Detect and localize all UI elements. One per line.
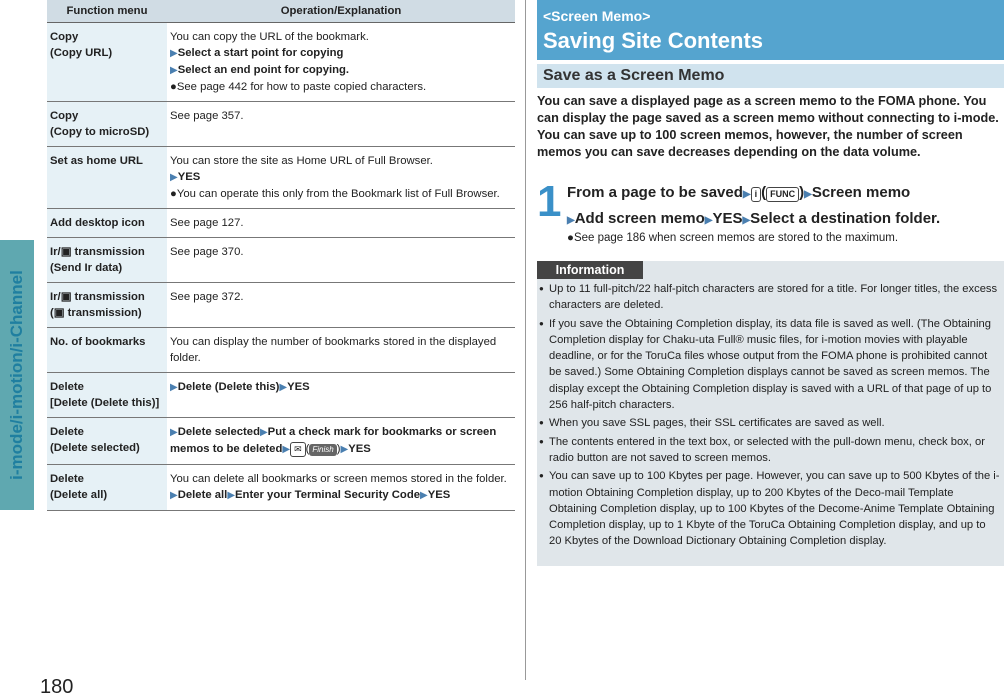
step-text: Delete selected — [177, 426, 260, 438]
infrared-icon: ▣ — [60, 246, 72, 258]
explanation: You can store the site as Home URL of Full Browser. — [170, 155, 433, 167]
arrow-icon: ▶ — [742, 189, 751, 200]
step-text: YES — [287, 381, 310, 393]
table-row: Set as home URL You can store the site as Home URL of Full Browser. ▶YES ●You can operate this only from the Bookmark list of Full Browser. — [47, 147, 515, 209]
explanation: See page 372. — [170, 291, 244, 303]
arrow-icon: ▶ — [170, 382, 178, 393]
function-name: (Delete selected) — [50, 442, 140, 454]
header-operation: Operation/Explanation — [167, 0, 515, 23]
step-text: From a page to be saved▶ i ( FUNC )▶Screen memo ▶Add screen memo▶YES▶Select a destination folder. — [567, 184, 941, 227]
function-name: Copy — [50, 31, 79, 43]
step-number: 1 — [537, 177, 562, 226]
function-name: (Copy to microSD) — [50, 126, 150, 138]
arrow-icon: ▶ — [227, 490, 236, 501]
step-text: Enter your Terminal Security Code — [235, 489, 420, 501]
chapter-tab — [0, 0, 34, 698]
function-name: (Copy URL) — [50, 47, 113, 59]
intro-paragraph: You can save a displayed page as a screen memo to the FOMA phone. You can display the page saved as a screen memo without connecting to i-mode. — [537, 94, 999, 125]
function-name: transmission) — [67, 307, 142, 319]
arrow-icon: ▶ — [704, 215, 713, 226]
info-item: ● You can save up to 100 Kbytes per page. However, you can save up to 500 Kbytes of the i-motion Obtaining Completion display, up to 200 Kbytes of the Deco-mail Template Obtaining Completion display, up to 100 Kbytes of the Decome-Anime Template Obtaining Completion display, up to 1 Kbyte of the ToruCa Obtaining Completion display, and up to 20 Kbytes of the Download Dictionary Obtaining Completion display. — [549, 468, 1000, 549]
table-row — [47, 209, 515, 238]
function-name: Add desktop icon — [50, 217, 145, 229]
arrow-icon: ▶ — [170, 65, 178, 76]
infrared-icon: ▣ — [60, 291, 72, 303]
explanation: See page 370. — [170, 246, 244, 258]
function-name: [Delete (Delete this)] — [50, 397, 160, 409]
step-text: Select a start point for copying — [177, 47, 344, 59]
section-title: Saving Site Contents — [543, 28, 764, 53]
arrow-icon: ▶ — [742, 215, 751, 226]
table-row — [47, 238, 515, 283]
step-text: YES — [177, 171, 201, 183]
section-header — [537, 0, 1004, 60]
explanation: See page 127. — [170, 217, 244, 229]
step-text: Select an end point for copying. — [177, 64, 350, 76]
arrow-icon: ▶ — [340, 444, 349, 455]
table-row: Copy (Copy URL) You can copy the URL of the bookmark. ▶Select a start point for copying ▶Select an end point for copying. ●See page 442 for how to paste copied characters. — [47, 23, 515, 102]
info-item: ● The contents entered in the text box, or selected with the pull-down menu, check box, or radio button are not saved to screen memos. — [549, 434, 1000, 467]
subsection-header — [537, 64, 1004, 88]
step-part: Select a destination folder. — [750, 210, 941, 227]
arrow-icon: ▶ — [170, 490, 178, 501]
function-name: Ir/ — [50, 291, 61, 303]
table-row: Delete (Delete selected) ▶Delete selected▶Put a check mark for bookmarks or screen memos to be deleted▶ ✉ ( Finish )▶YES — [47, 418, 515, 465]
function-name: Delete — [50, 473, 84, 485]
information-list — [537, 281, 1004, 552]
arrow-icon: ▶ — [804, 189, 812, 200]
table-row — [47, 465, 515, 511]
function-name: Delete — [50, 381, 84, 393]
explanation: You can display the number of bookmarks stored in the displayed folder. — [170, 336, 497, 364]
info-item: ● Up to 11 full-pitch/22 half-pitch characters are stored for a title. For longer titles, the excess characters are deleted. — [549, 281, 1000, 314]
i-mode-key-icon: i — [751, 187, 762, 202]
information-box — [537, 261, 1004, 566]
step-part: Screen memo — [811, 184, 911, 201]
intro-text — [537, 93, 1004, 161]
arrow-icon: ▶ — [567, 215, 575, 226]
intro-paragraph: You can save up to 100 screen memos, however, the number of screen memos you can save decreases depending on the data volume. — [537, 128, 963, 159]
function-name: ( — [50, 307, 54, 319]
step-part: From a page to be saved — [567, 184, 743, 201]
info-item: ● If you save the Obtaining Completion display, its data file is saved as well. (The Obtaining Completion display for Chaku-uta Full® music files, for i-motion movies with playable deadline, or for the ToruCa files whose output from the FOMA phone is prohibited cannot be saved.) Some Obtaining Completion displays cannot be saved as screen memos. The display except the Obtaining Completion display is saved with a URL of that page of up to 256 half-pitch characters. — [549, 316, 1000, 414]
explanation: You can copy the URL of the bookmark. — [170, 31, 369, 43]
step-text: Delete (Delete this) — [177, 381, 280, 393]
function-name: Ir/ — [50, 246, 61, 258]
step-part: YES — [712, 210, 743, 227]
header-function: Function menu — [47, 0, 167, 23]
arrow-icon: ▶ — [279, 382, 288, 393]
arrow-icon: ▶ — [259, 427, 268, 438]
arrow-icon: ▶ — [170, 172, 178, 183]
step-text: Put a check mark for bookmarks or screen memos to be deleted — [170, 426, 497, 455]
column-divider — [525, 0, 526, 680]
subsection-title: Save as a Screen Memo — [543, 67, 725, 84]
step-part: Add screen memo — [574, 210, 705, 227]
arrow-icon: ▶ — [420, 490, 428, 501]
arrow-icon: ▶ — [170, 427, 178, 438]
note-text: You can operate this only from the Bookmark list of Full Browser. — [176, 188, 500, 200]
function-table — [47, 0, 515, 511]
function-name: Delete — [50, 426, 84, 438]
function-name: (Send Ir data) — [50, 262, 123, 274]
func-key-icon: FUNC — [766, 187, 799, 202]
table-row — [47, 373, 515, 418]
step-text: Delete all — [177, 489, 228, 501]
step-note: ●See page 186 when screen memos are stored to the maximum. — [567, 232, 899, 244]
explanation: See page 357. — [170, 110, 244, 122]
chapter-tab-label: i-mode/i-motion/i-Channel — [7, 270, 26, 480]
page-number: 180 — [40, 676, 74, 698]
function-name: transmission — [74, 291, 145, 303]
step-note-text: See page 186 when screen memos are stored to the maximum. — [573, 232, 899, 244]
step-text: YES — [348, 443, 371, 455]
ic-icon: ▣ — [53, 307, 65, 319]
mail-key-icon: ✉ — [290, 442, 306, 457]
function-name: Copy — [50, 110, 79, 122]
table-row — [47, 102, 515, 147]
finish-key-icon: Finish — [309, 444, 336, 456]
arrow-icon: ▶ — [282, 444, 291, 455]
function-name: (Delete all) — [50, 489, 108, 501]
table-row — [47, 328, 515, 373]
arrow-icon: ▶ — [170, 48, 178, 59]
note-text: See page 442 for how to paste copied characters. — [176, 81, 427, 93]
table-row — [47, 283, 515, 328]
explanation: You can delete all bookmarks or screen memos stored in the folder. — [170, 473, 507, 485]
function-name: No. of bookmarks — [50, 336, 146, 348]
information-label: Information — [537, 261, 643, 279]
info-item: ● When you save SSL pages, their SSL certificates are saved as well. — [549, 415, 1000, 431]
function-name: transmission — [74, 246, 145, 258]
function-name: Set as home URL — [50, 155, 143, 167]
step-text: YES — [427, 489, 451, 501]
section-subtitle: <Screen Memo> — [543, 8, 651, 24]
